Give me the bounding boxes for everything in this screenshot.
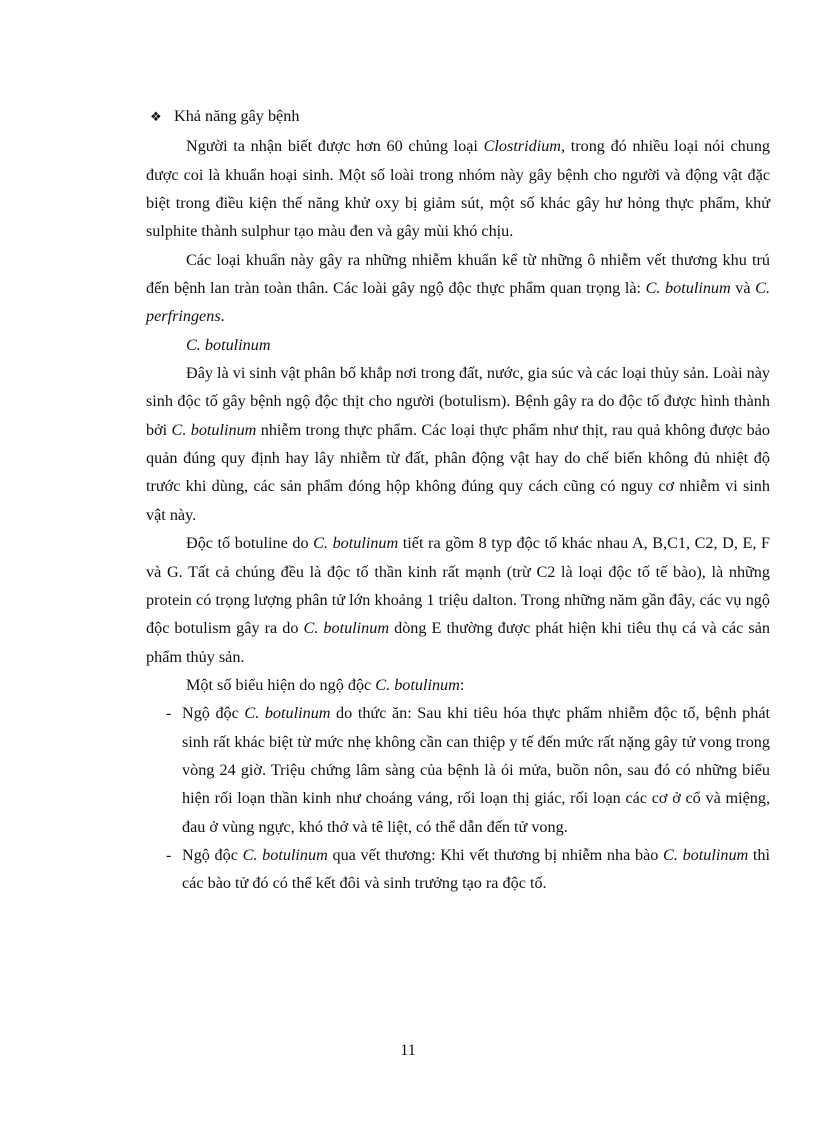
list-item [146, 841, 770, 898]
paragraph-4-text-c: tiết ra gồm 8 typ độc tố khác nhau A, B,C1, C2, D, E, F và G. Tất cả chúng đều là độc tố thần kinh rất mạnh (trừ C2 là loại độc tố tế bào), là những protein có trọng lượng phân tử lớn khoảng 1 triệu dalton. Trong những năm gần đây, các vụ ngộ độc botulism gây ra do [146, 534, 770, 638]
paragraph-2-species-2: C. perfringens [146, 279, 770, 326]
list-item-2-species-2: C. botulinum [663, 845, 749, 864]
paragraph-5 [146, 671, 770, 699]
list-item-2-text-e: thì các bào tử đó có thể kết đôi và sinh trưởng tạo ra độc tố. [182, 845, 771, 893]
list-item-1-text-c: do thức ăn: Sau khi tiêu hóa thực phẩm nhiễm độc tố, bệnh phát sinh rất khác biệt từ mức nhẹ không cần can thiệp y tế đến mức rất nặng gây tử vong trong vòng 24 giờ. Triệu chứng lâm sàng của bệnh là ói mửa, buồn nôn, sau đó có những biểu hiện rối loạn thần kinh như choáng váng, rối loạn thị giác, rối loạn các cơ ở cổ và miệng, đau ở vùng ngực, khó thở và tê liệt, có thể dẫn đến tử vong. [182, 704, 770, 836]
paragraph-5-text-c: : [459, 675, 465, 694]
paragraph-4-species-1: C. botulinum [313, 534, 399, 553]
subheading-text: C. botulinum [186, 335, 271, 354]
paragraph-3-text-c: nhiễm trong thực phẩm. Các loại thực phẩm như thịt, rau quả không được bảo quản đúng quy định hay lây nhiễm từ đất, phân động vật hay do chế biến không đủ nhiệt độ trước khi dùng, các sản phẩm đóng hộp không đúng quy cách cũng có nguy cơ nhiễm vi sinh vật này. [146, 420, 770, 524]
paragraph-2-text-a: Các loại khuẩn này gây ra những nhiễm khuẩn kể từ những ô nhiễm vết thương khu trú đến bệnh lan tràn toàn thân. Các loài gây ngộ độc thực phẩm quan trọng là: [146, 250, 770, 298]
paragraph-4-text-a: Độc tố botuline do [186, 534, 314, 553]
paragraph-1-text-c: , trong đó nhiều loại nói chung được coi là khuẩn hoại sinh. Một số loài trong nhóm này gây bệnh cho người và động vật đặc biệt trong điều kiện thế năng khử oxy bị giảm sút, một số khác gây hư hỏng thực phẩm, khử sulphite thành sulphur tạo màu đen và gây mùi khó chịu. [146, 137, 771, 241]
paragraph-2-text-e: . [220, 307, 225, 326]
list-item-2-text-c: qua vết thương: Khi vết thương bị nhiễm nha bào [327, 845, 664, 864]
list-item [146, 699, 770, 841]
paragraph-1-genus: Clostridium [483, 137, 561, 156]
paragraph-5-species: C. botulinum [375, 675, 460, 694]
page-number: 11 [400, 1041, 416, 1059]
dash-bullet: - [166, 704, 172, 723]
section-title: Khả năng gây bệnh [174, 107, 300, 125]
paragraph-5-text-a: Một số biểu hiện do ngộ độc [186, 675, 376, 694]
paragraph-1-text-a: Người ta nhận biết được hơn 60 chủng loại [186, 137, 484, 156]
paragraph-2-species-1: C. botulinum [645, 279, 731, 298]
subheading [146, 331, 770, 359]
paragraph-3-species: C. botulinum [171, 420, 257, 439]
list-item-2-text-a: Ngộ độc [182, 845, 243, 864]
paragraph-4-species-2: C. botulinum [303, 619, 390, 638]
paragraph-2 [146, 246, 770, 331]
list-item-2-species-1: C. botulinum [242, 845, 328, 864]
paragraph-4 [146, 529, 770, 671]
symptom-list [146, 699, 770, 897]
paragraph-4-text-e: dòng E thường được phát hiện khi tiêu thụ cá và các sản phẩm thủy sản. [146, 619, 770, 666]
list-item-1-species: C. botulinum [244, 704, 331, 723]
section-heading [146, 102, 770, 132]
paragraph-3-text-a: Đây là vi sinh vật phân bố khắp nơi trong đất, nước, gia súc và các loại thủy sản. Loài này sinh độc tố gây bệnh ngộ độc thịt cho người (botulism). Bệnh gây ra do độc tố được hình thành bởi [146, 364, 770, 439]
paragraph-1 [146, 132, 770, 245]
dash-bullet: - [166, 845, 172, 864]
list-item-1-text-a: Ngộ độc [182, 704, 245, 723]
paragraph-3 [146, 359, 770, 529]
document-body [146, 102, 770, 898]
diamond-bullet-icon: ❖ [150, 110, 162, 125]
paragraph-2-text-c: và [730, 279, 756, 298]
